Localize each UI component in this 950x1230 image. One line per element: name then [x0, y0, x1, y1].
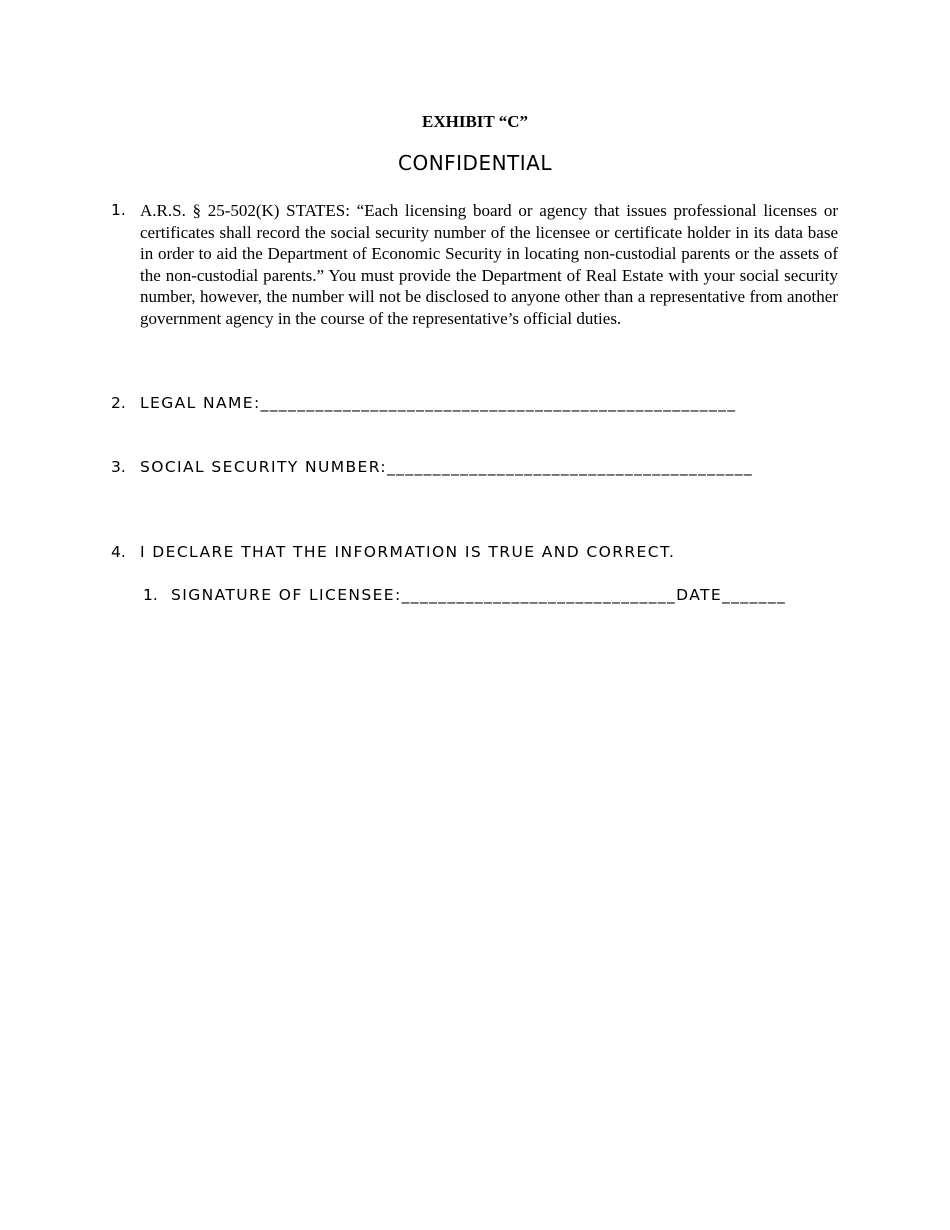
statute-paragraph: A.R.S. § 25-502(K) STATES: “Each licensing board or agency that issues professional licenses or certificates shall record the social security number of the licensee or certificate holder in its data base in order to aid the Department of Economic Security in locating non-custodial parents or the assets of the non-custodial parents.” You must provide the Department of Real Estate with your social security number, however, the number will not be disclosed to anyone other than a representative from another government agency in the course of the representative’s official duties. — [140, 201, 838, 328]
legal-name-blank[interactable]: ____________________________________________________ — [260, 394, 737, 412]
ssn-blank[interactable]: ________________________________________ — [387, 458, 754, 476]
ssn-label: SOCIAL SECURITY NUMBER: — [140, 458, 388, 476]
signature-date-field — [171, 585, 786, 605]
sub-item-number: 1. — [143, 586, 158, 604]
item-3-number: 3. — [111, 458, 126, 476]
exhibit-title: EXHIBIT “C” — [422, 112, 528, 131]
legal-name-field — [140, 393, 736, 413]
date-label: DATE — [676, 586, 723, 604]
date-blank[interactable]: _______ — [722, 586, 787, 604]
signature-blank[interactable]: ______________________________ — [401, 586, 677, 604]
item-2-number: 2. — [111, 394, 126, 412]
item-4-number: 4. — [111, 543, 126, 561]
signature-label: SIGNATURE OF LICENSEE: — [171, 586, 402, 604]
confidential-heading: CONFIDENTIAL — [397, 151, 552, 175]
ssn-field — [140, 457, 753, 477]
item-1-number: 1. — [111, 201, 126, 219]
legal-name-label: LEGAL NAME: — [140, 394, 261, 412]
declaration-text: I DECLARE THAT THE INFORMATION IS TRUE AND CORRECT. — [140, 543, 676, 561]
